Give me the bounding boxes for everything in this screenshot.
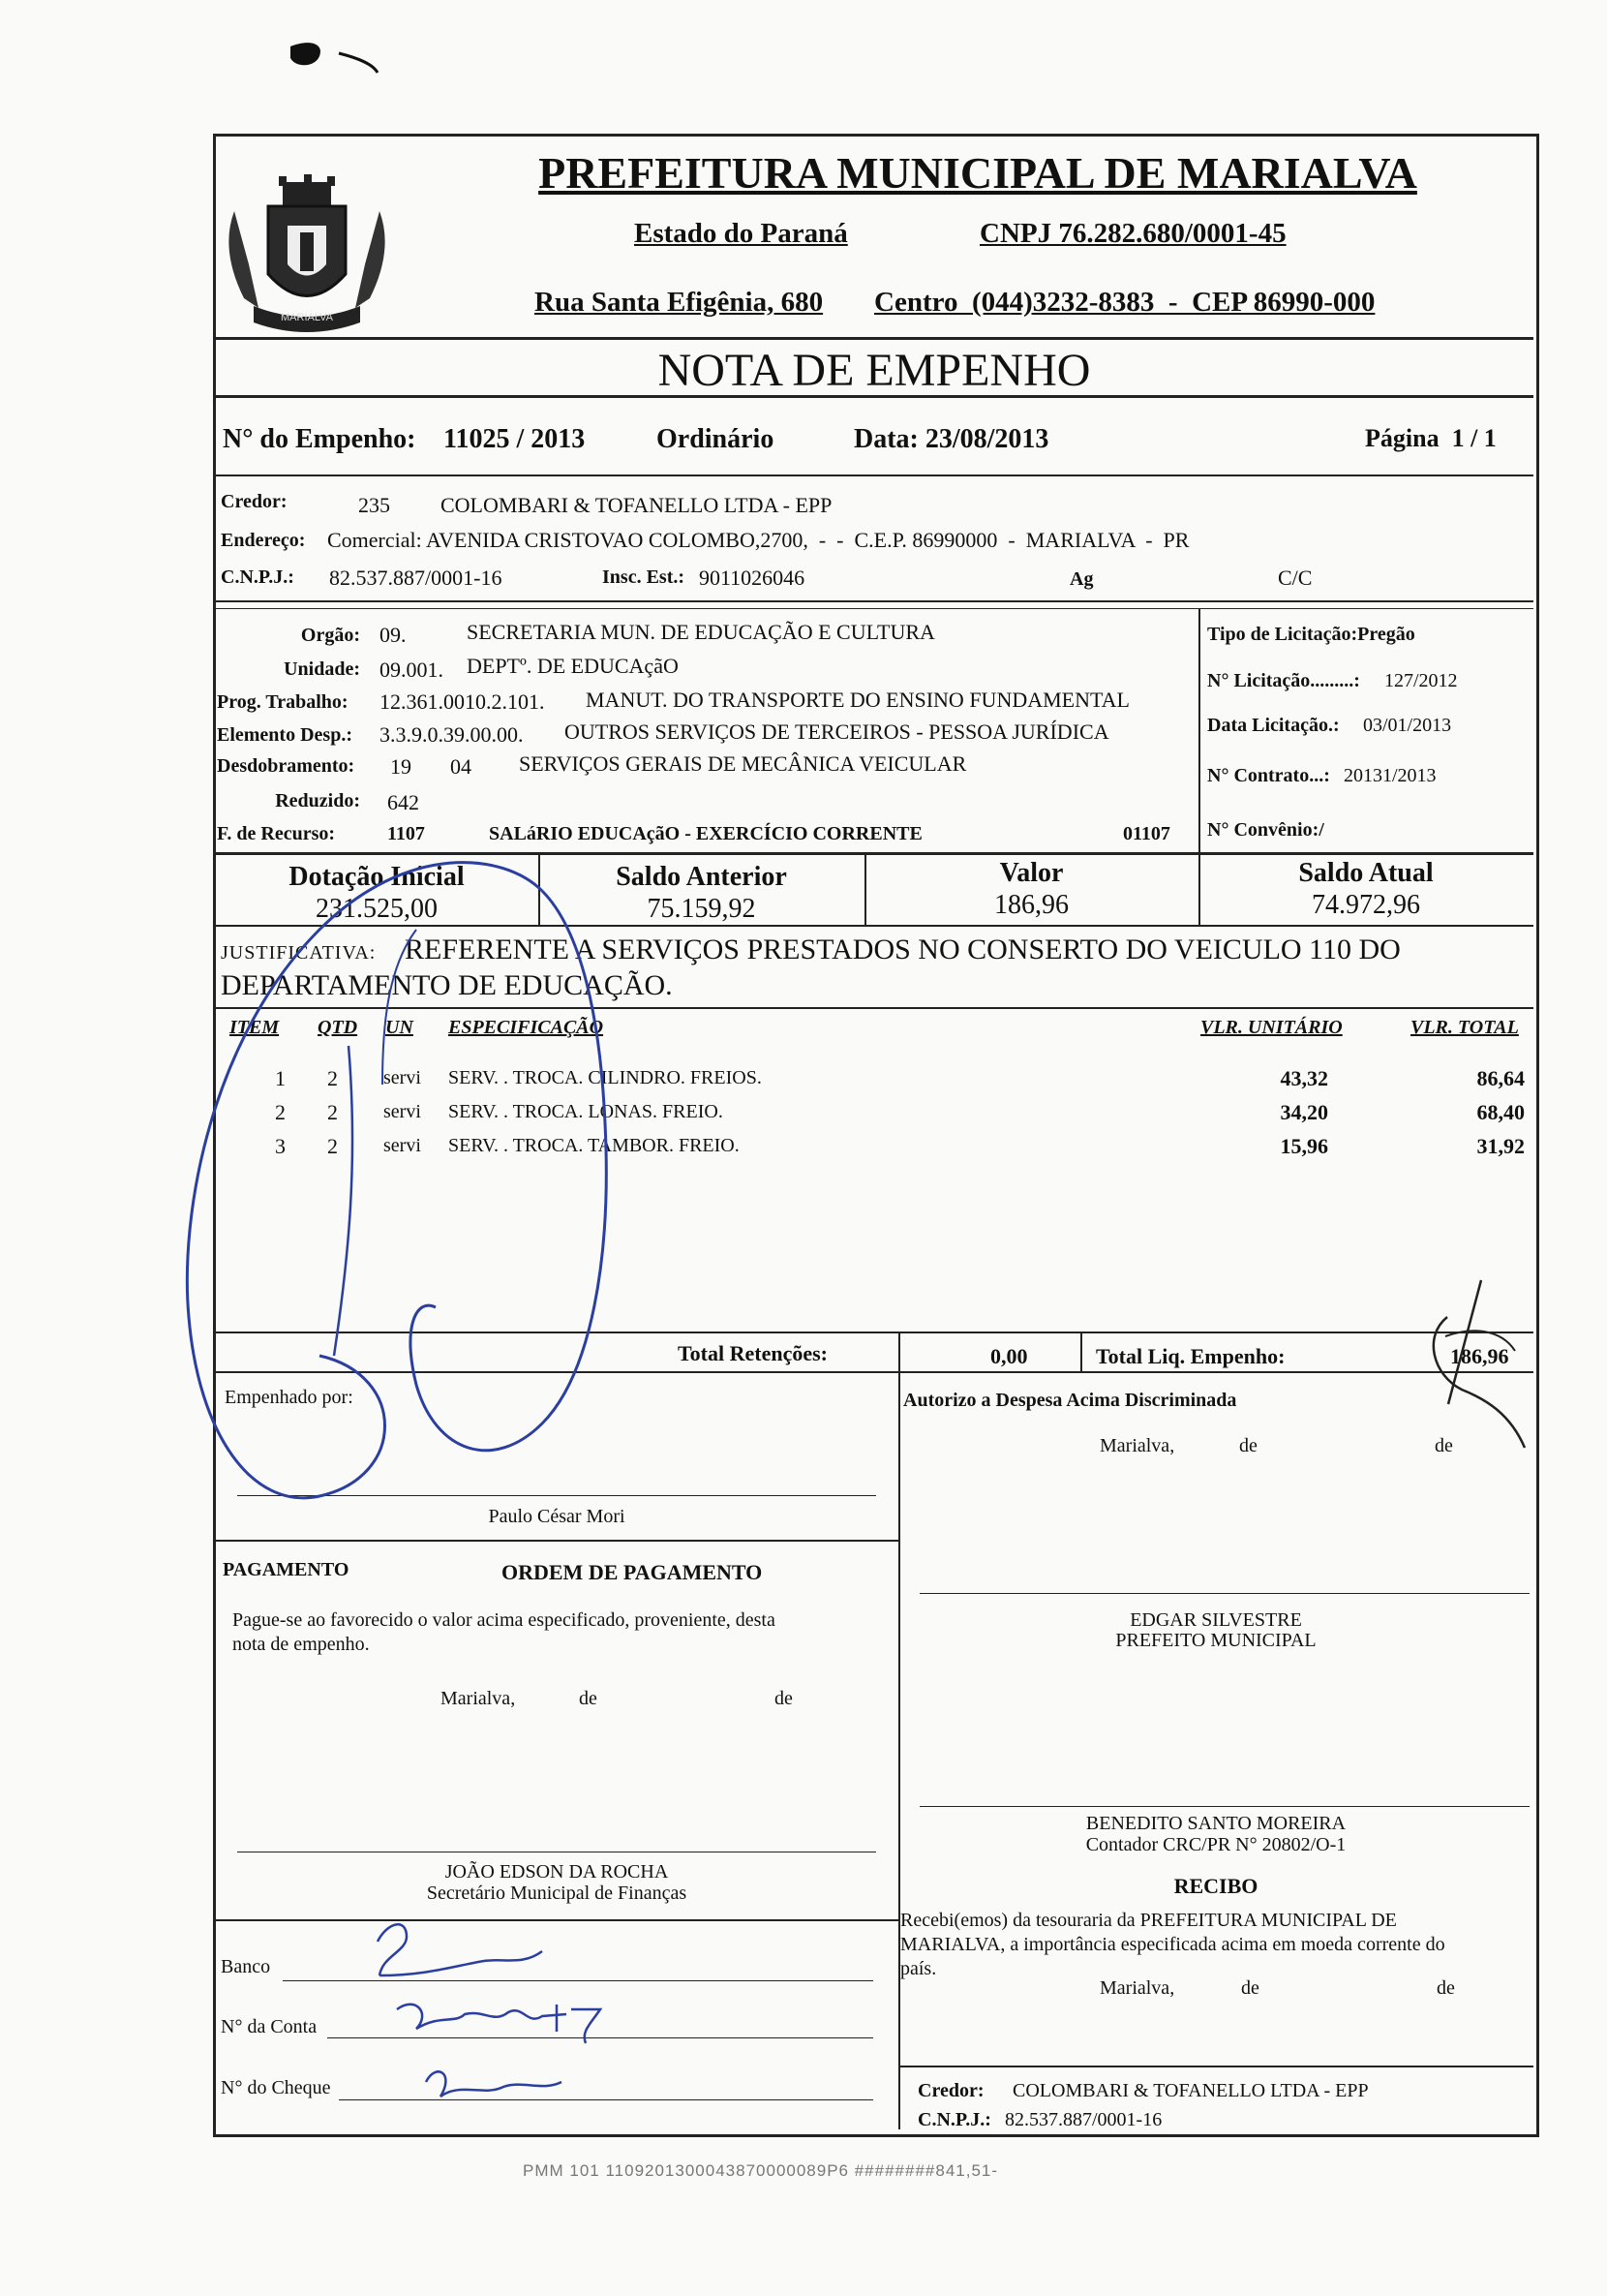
empenho-num-value: 11025 / 2013: [443, 424, 586, 454]
unidade-label: Unidade:: [284, 658, 360, 680]
state-name: Estado do Paraná: [634, 218, 848, 249]
reduzido-value: 642: [387, 790, 419, 814]
elem-code: 3.3.9.0.39.00.00.: [379, 722, 524, 747]
district-phone: Centro (044)3232-8383 - CEP 86990-000: [874, 287, 1376, 318]
recibo-city: Marialva,: [1100, 1977, 1175, 1999]
row-unit: 34,20: [1280, 1100, 1328, 1124]
col-total: VLR. TOTAL: [1410, 1017, 1519, 1038]
licitacao-data-label: Data Licitação.:: [1207, 715, 1340, 736]
footer-cnpj-value: 82.537.887/0001-16: [1005, 2109, 1163, 2130]
footer-code: PMM 101 1109201300043870000089P6 ########841,51-: [523, 2161, 999, 2180]
conta-label: N° da Conta: [221, 2016, 318, 2037]
row-qtd: 2: [327, 1134, 338, 1158]
empenho-num-label: N° do Empenho:: [223, 424, 416, 454]
footer-credor-label: Credor:: [918, 2080, 985, 2101]
desd-code2: 04: [450, 754, 471, 779]
row-espec: SERV. . TROCA. TAMBOR. FREIO.: [448, 1135, 740, 1156]
liq-value: 186,96: [1450, 1344, 1509, 1368]
contador-name: BENEDITO SANTO MOREIRA: [1085, 1813, 1347, 1834]
credor-code: 235: [358, 493, 390, 517]
pagamento-label: PAGAMENTO: [223, 1559, 349, 1580]
endereco-value: Comercial: AVENIDA CRISTOVAO COLOMBO,2700, - - C.E.P. 86990000 - MARIALVA - PR: [327, 528, 1190, 552]
justificativa-label: JUSTIFICATIVA:: [221, 942, 377, 964]
endereco-label: Endereço:: [221, 530, 306, 551]
recibo-de1: de: [1241, 1977, 1259, 1999]
recibo-title: RECIBO: [1173, 1874, 1258, 1898]
credor-name: COLOMBARI & TOFANELLO LTDA - EPP: [440, 493, 833, 517]
row-unit: 15,96: [1280, 1134, 1328, 1158]
desd-label: Desdobramento:: [217, 755, 355, 777]
autorizo-city: Marialva,: [1100, 1435, 1175, 1456]
pague-de1: de: [579, 1688, 597, 1709]
footer-cnpj-label: C.N.P.J.:: [918, 2109, 991, 2130]
prog-desc: MANUT. DO TRANSPORTE DO ENSINO FUNDAMENTAL: [586, 688, 1130, 712]
recibo-line3: país.: [900, 1958, 937, 1979]
secretario-name: JOÃO EDSON DA ROCHA: [444, 1861, 669, 1883]
recibo-line1: Recebi(emos) da tesouraria da PREFEITURA MUNICIPAL DE: [900, 1910, 1397, 1931]
credor-label: Credor:: [221, 491, 288, 512]
ag-label: Ag: [1070, 568, 1094, 590]
justificativa-line2: DEPARTAMENTO DE EDUCAÇÃO.: [221, 969, 673, 1001]
licitacao-num-value: 127/2012: [1384, 670, 1458, 691]
cnpj-value: 82.537.887/0001-16: [329, 566, 502, 590]
autorizo-de2: de: [1435, 1435, 1453, 1456]
empenhado-label: Empenhado por:: [225, 1387, 353, 1408]
row-qtd: 2: [327, 1066, 338, 1090]
coat-of-arms-icon: [215, 172, 399, 342]
insc-label: Insc. Est.:: [602, 566, 685, 588]
recibo-de2: de: [1437, 1977, 1455, 1999]
row-total: 86,64: [1476, 1066, 1525, 1090]
empenho-type: Ordinário: [656, 424, 774, 454]
prefeito-role: PREFEITO MUNICIPAL: [1115, 1630, 1317, 1651]
secretario-role: Secretário Municipal de Finanças: [426, 1883, 687, 1904]
ordem-pagamento: ORDEM DE PAGAMENTO: [501, 1560, 763, 1584]
row-item: 1: [275, 1066, 286, 1090]
cc-label: C/C: [1278, 566, 1313, 590]
contrato-label: N° Contrato...:: [1207, 765, 1330, 786]
empenhado-name: Paulo César Mori: [488, 1506, 625, 1527]
unidade-desc: DEPTº. DE EDUCAçãO: [467, 654, 679, 678]
licitacao-num-label: N° Licitação.........:: [1207, 670, 1360, 691]
prog-code: 12.361.0010.2.101.: [379, 689, 545, 714]
row-un: servi: [383, 1101, 421, 1122]
contador-role: Contador CRC/PR N° 20802/O-1: [1085, 1834, 1347, 1855]
row-total: 31,92: [1476, 1134, 1525, 1158]
elem-label: Elemento Desp.:: [217, 724, 352, 746]
row-un: servi: [383, 1135, 421, 1156]
saldo-atual-value: 74.972,96: [1312, 890, 1420, 920]
autorizo-text: Autorizo a Despesa Acima Discriminada: [903, 1390, 1237, 1411]
contrato-value: 20131/2013: [1344, 765, 1437, 786]
dotacao-value: 231.525,00: [316, 894, 438, 924]
retencoes-label: Total Retenções:: [678, 1341, 828, 1365]
footer-credor-value: COLOMBARI & TOFANELLO LTDA - EPP: [1013, 2080, 1369, 2101]
recurso-label: F. de Recurso:: [217, 823, 336, 844]
desd-code1: 19: [390, 754, 411, 779]
row-total: 68,40: [1476, 1100, 1525, 1124]
licitacao-data-value: 03/01/2013: [1363, 715, 1452, 736]
valor-value: 186,96: [994, 890, 1069, 920]
orgao-desc: SECRETARIA MUN. DE EDUCAÇÃO E CULTURA: [467, 620, 935, 644]
elem-desc: OUTROS SERVIÇOS DE TERCEIROS - PESSOA JURÍDICA: [564, 719, 1109, 744]
orgao-label: Orgão:: [300, 625, 360, 646]
orgao-code: 09.: [379, 623, 407, 647]
retencoes-value: 0,00: [990, 1344, 1028, 1368]
convenio: N° Convênio:/: [1207, 819, 1324, 841]
row-espec: SERV. . TROCA. LONAS. FREIO.: [448, 1101, 723, 1122]
row-item: 3: [275, 1134, 286, 1158]
empenho-date: Data: 23/08/2013: [854, 424, 1049, 454]
org-title: PREFEITURA MUNICIPAL DE MARIALVA: [538, 148, 1417, 198]
banco-label: Banco: [221, 1956, 271, 1977]
address: Rua Santa Efigênia, 680: [534, 287, 824, 318]
cnpj-header: CNPJ 76.282.680/0001-45: [980, 218, 1287, 249]
cheque-label: N° do Cheque: [221, 2077, 331, 2098]
doc-title: NOTA DE EMPENHO: [657, 345, 1091, 396]
pague-line2: nota de empenho.: [232, 1634, 370, 1655]
col-qtd: QTD: [318, 1017, 358, 1038]
saldo-anterior-label: Saldo Anterior: [616, 862, 787, 892]
recurso-desc: SALáRIO EDUCAçãO - EXERCÍCIO CORRENTE: [489, 823, 923, 844]
valor-label: Valor: [999, 858, 1064, 888]
pague-de2: de: [774, 1688, 793, 1709]
pague-city: Marialva,: [440, 1688, 516, 1709]
reduzido-label: Reduzido:: [275, 790, 360, 811]
recurso-code2: 01107: [1123, 823, 1170, 844]
unidade-code: 09.001.: [379, 658, 443, 682]
row-un: servi: [383, 1067, 421, 1088]
prog-label: Prog. Trabalho:: [217, 691, 349, 713]
recibo-line2: MARIALVA, a importância especificada acima em moeda corrente do: [900, 1934, 1445, 1955]
dotacao-label: Dotação Inicial: [288, 862, 465, 892]
recurso-code: 1107: [387, 823, 425, 844]
col-unit: VLR. UNITÁRIO: [1200, 1017, 1343, 1038]
page-number: Página 1 / 1: [1365, 424, 1497, 452]
prefeito-name: EDGAR SILVESTRE: [1130, 1609, 1302, 1631]
col-espec: ESPECIFICAÇÃO: [448, 1017, 604, 1038]
row-item: 2: [275, 1100, 286, 1124]
pague-line1: Pague-se ao favorecido o valor acima especificado, proveniente, desta: [232, 1609, 775, 1631]
svg-text:MARIALVA: MARIALVA: [281, 312, 333, 323]
autorizo-de1: de: [1239, 1435, 1258, 1456]
row-espec: SERV. . TROCA. CILINDRO. FREIOS.: [448, 1067, 762, 1088]
col-item: ITEM: [229, 1017, 280, 1038]
insc-value: 9011026046: [699, 566, 805, 590]
licitacao-tipo: Tipo de Licitação:Pregão: [1207, 624, 1415, 645]
cnpj-label: C.N.P.J.:: [221, 566, 294, 588]
saldo-anterior-value: 75.159,92: [647, 894, 756, 924]
desd-desc: SERVIÇOS GERAIS DE MECÂNICA VEICULAR: [519, 751, 967, 776]
row-qtd: 2: [327, 1100, 338, 1124]
saldo-atual-label: Saldo Atual: [1298, 858, 1434, 888]
liq-label: Total Liq. Empenho:: [1096, 1344, 1286, 1368]
col-un: UN: [385, 1017, 413, 1038]
row-unit: 43,32: [1280, 1066, 1328, 1090]
justificativa-line1: REFERENTE A SERVIÇOS PRESTADOS NO CONSERTO DO VEICULO 110 DO: [405, 934, 1401, 965]
